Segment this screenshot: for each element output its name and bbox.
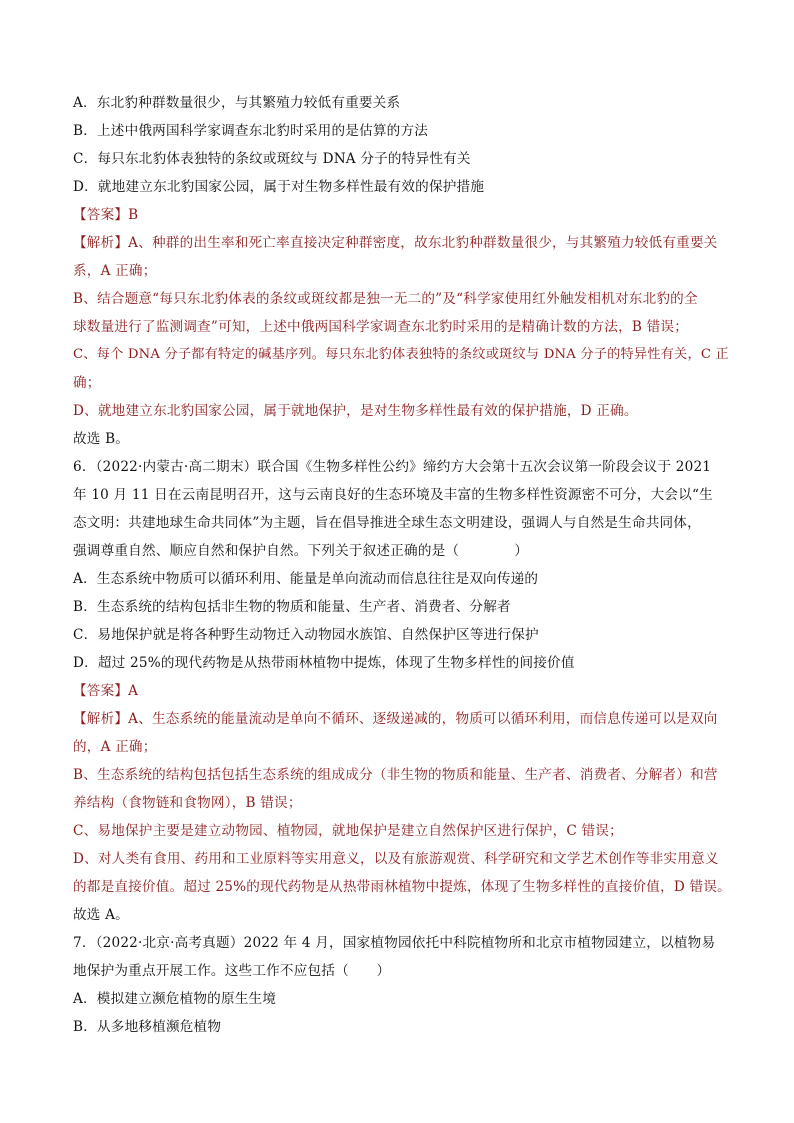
q7-option-b: B．从多地移植濒危植物 bbox=[73, 1019, 222, 1035]
q6-option-c: C．易地保护就是将各种野生动物迁入动物园水族馆、自然保护区等进行保护 bbox=[73, 627, 539, 643]
q5-conclusion: 故选 B。 bbox=[73, 431, 130, 447]
q6-option-b: B．生态系统的结构包括非生物的物质和能量、生产者、消费者、分解者 bbox=[73, 599, 511, 615]
q5-option-d: D．就地建立东北豹国家公园，属于对生物多样性最有效的保护措施 bbox=[73, 179, 485, 195]
q6-analysis-line: 的都是直接价值。超过 25%的现代药物是从热带雨林植物中提炼，体现了生物多样性的直接价值，D 错误。 bbox=[73, 879, 731, 895]
q5-analysis-line: B、结合题意“每只东北豹体表的条纹或斑纹都是独一无二的”及“科学家使用红外触发相机对东北豹的全 bbox=[73, 291, 698, 307]
q5-option-b: B．上述中俄两国科学家调查东北豹时采用的是估算的方法 bbox=[73, 123, 429, 139]
q6-stem-line: 态文明：共建地球生命共同体”为主题，旨在倡导推进全球生态文明建设，强调人与自然是生命共同体， bbox=[73, 515, 701, 531]
q6-option-d: D．超过 25%的现代药物是从热带雨林植物中提炼，体现了生物多样性的间接价值 bbox=[73, 655, 575, 671]
q5-option-a: A．东北豹种群数量很少，与其繁殖力较低有重要关系 bbox=[73, 95, 401, 111]
q5-analysis-line: 【解析】A、种群的出生率和死亡率直接决定种群密度，故东北豹种群数量很少，与其繁殖力较低有重要关 bbox=[73, 235, 718, 251]
q6-stem-line: 6．（2022·内蒙古·高二期末）联合国《生物多样性公约》缔约方大会第十五次会议第一阶段会议于 2021 bbox=[73, 459, 712, 475]
q6-stem-line: 强调尊重自然、顺应自然和保护自然。下列关于叙述正确的是（ ） bbox=[73, 543, 529, 559]
q7-stem-line: 地保护为重点开展工作。这些工作不应包括（ ） bbox=[73, 963, 391, 979]
q6-analysis-line: 【解析】A、生态系统的能量流动是单向不循环、逐级递减的，物质可以循环利用，而信息传递可以是双向 bbox=[73, 711, 718, 727]
q6-conclusion: 故选 A。 bbox=[73, 907, 129, 923]
q7-option-a: A．模拟建立濒危植物的原生生境 bbox=[73, 991, 277, 1007]
q6-answer: 【答案】A bbox=[73, 683, 139, 699]
q6-analysis-line: B、生态系统的结构包括包括生态系统的组成成分（非生物的物质和能量、生产者、消费者、分解者）和营 bbox=[73, 767, 718, 783]
q5-analysis-line: D、就地建立东北豹国家公园，属于就地保护，是对生物多样性最有效的保护措施，D 正确。 bbox=[73, 403, 638, 419]
q5-analysis-line: 球数量进行了监测调查”可知，上述中俄两国科学家调查东北豹时采用的是精确计数的方法，B 错误； bbox=[73, 319, 688, 335]
q5-analysis-line: 系，A 正确； bbox=[73, 263, 157, 279]
q6-option-a: A．生态系统中物质可以循环利用、能量是单向流动而信息往往是双向传递的 bbox=[73, 571, 539, 587]
q5-analysis-line: C、每个 DNA 分子都有特定的碱基序列。每只东北豹体表独特的条纹或斑纹与 DNA 分子的特异性有关，C 正 bbox=[73, 347, 729, 362]
q6-stem-line: 年 10 月 11 日在云南昆明召开，这与云南良好的生态环境及丰富的生物多样性资源密不可分，大会以“生 bbox=[73, 487, 713, 503]
q6-analysis-line: D、对人类有食用、药用和工业原料等实用意义，以及有旅游观赏、科学研究和文学艺术创作等非实用意义 bbox=[73, 851, 719, 867]
q5-analysis-line: 确； bbox=[73, 375, 101, 391]
q7-stem-line: 7．（2022·北京·高考真题）2022 年 4 月，国家植物园依托中科院植物所和北京市植物园建立，以植物易 bbox=[73, 935, 716, 951]
q5-option-c: C．每只东北豹体表独特的条纹或斑纹与 DNA 分子的特异性有关 bbox=[73, 151, 471, 167]
q5-answer: 【答案】B bbox=[73, 207, 139, 223]
q6-analysis-line: 养结构（食物链和食物网），B 错误； bbox=[73, 795, 302, 811]
q6-analysis-line: C、易地保护主要是建立动物园、植物园，就地保护是建立自然保护区进行保护，C 错误； bbox=[73, 823, 623, 839]
q6-analysis-line: 的，A 正确； bbox=[73, 739, 157, 755]
